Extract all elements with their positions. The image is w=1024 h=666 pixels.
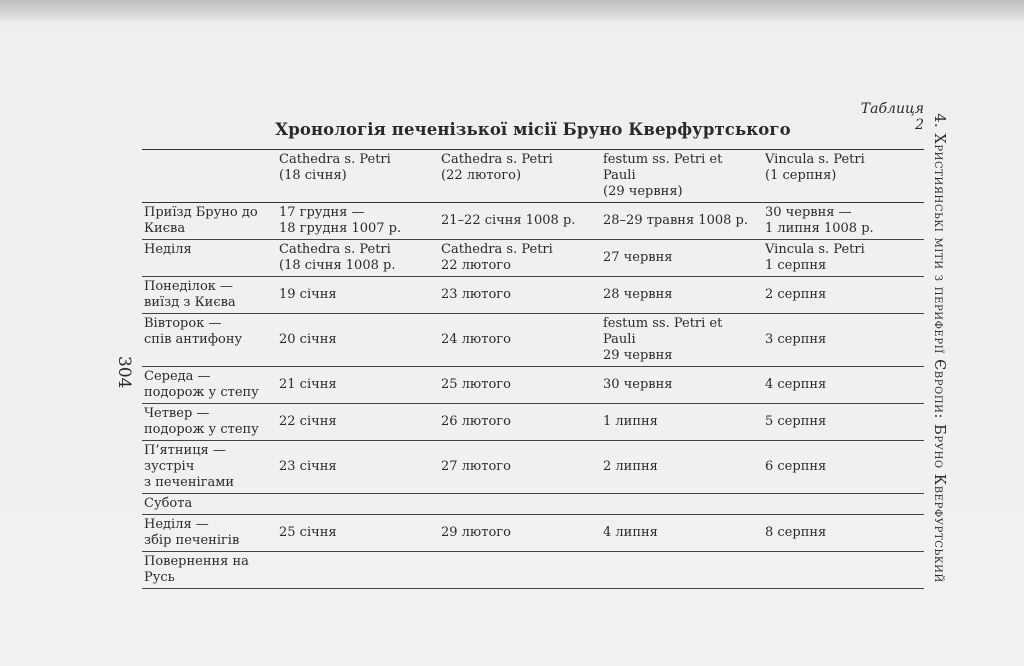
table-cell: [601, 367, 763, 404]
header-row: [142, 150, 924, 203]
table-cell: [763, 203, 924, 240]
row-label-line: Русь: [144, 570, 175, 585]
row-label: [142, 515, 277, 552]
column-header-line: (18 січня): [279, 168, 347, 183]
cell-line: Cathedra s. Petri: [441, 242, 553, 257]
table-cell: [601, 515, 763, 552]
table-row: [142, 441, 924, 494]
table-row: [142, 494, 924, 515]
cell-line: 1 липня 1008 р.: [765, 221, 874, 236]
table-row: [142, 203, 924, 240]
page-scan-shadow: [0, 0, 1024, 22]
column-header-line: (1 серпня): [765, 168, 837, 183]
cell-line: 25 лютого: [441, 377, 511, 392]
cell-line: 4 липня: [603, 525, 658, 540]
row-label: [142, 277, 277, 314]
cell-line: 1 липня: [603, 414, 658, 429]
column-header: [763, 150, 924, 203]
row-label-line: Неділя: [144, 242, 192, 257]
table-cell: [439, 277, 601, 314]
column-header-line: Cathedra s. Petri: [279, 152, 391, 167]
table-cell: [439, 441, 601, 494]
table-cell: [601, 203, 763, 240]
row-label-line: збір печенігів: [144, 533, 240, 548]
cell-line: 27 червня: [603, 250, 673, 265]
cell-line: 26 лютого: [441, 414, 511, 429]
table-cell: [439, 404, 601, 441]
table-cell: [439, 515, 601, 552]
table-cell: [601, 494, 763, 515]
table-cell: [763, 367, 924, 404]
cell-line: 29 лютого: [441, 525, 511, 540]
row-label: [142, 404, 277, 441]
cell-line: 20 січня: [279, 332, 337, 347]
table-cell: [763, 441, 924, 494]
cell-line: 2 серпня: [765, 287, 827, 302]
table-header: [142, 150, 924, 203]
column-header-line: (22 лютого): [441, 168, 522, 183]
column-header: [277, 150, 439, 203]
page-number: 304: [114, 356, 134, 389]
cell-line: 30 червня: [603, 377, 673, 392]
row-label: [142, 441, 277, 494]
row-label: [142, 494, 277, 515]
cell-line: 23 лютого: [441, 287, 511, 302]
row-label-line: Неділя —: [144, 517, 209, 532]
row-label: [142, 367, 277, 404]
cell-line: (18 січня 1008 р.: [279, 258, 396, 273]
table-cell: [439, 314, 601, 367]
table-body: [142, 203, 924, 589]
table-cell: [277, 367, 439, 404]
cell-line: 21 січня: [279, 377, 337, 392]
table-cell: [601, 240, 763, 277]
table-cell: [277, 441, 439, 494]
column-header-line: (29 червня): [603, 184, 683, 199]
row-label-line: Четвер —: [144, 406, 210, 421]
row-label: [142, 203, 277, 240]
cell-line: 5 серпня: [765, 414, 827, 429]
table-row: [142, 240, 924, 277]
row-label: [142, 552, 277, 589]
cell-line: 19 січня: [279, 287, 337, 302]
row-label-line: Повернення на: [144, 554, 249, 569]
row-label-line: П’ятниця — зустріч: [144, 443, 226, 474]
cell-line: 27 лютого: [441, 459, 511, 474]
table-cell: [763, 240, 924, 277]
table-cell: [763, 552, 924, 589]
column-header-line: Vincula s. Petri: [765, 152, 865, 167]
table-cell: [601, 404, 763, 441]
table-row: [142, 367, 924, 404]
table-cell: [763, 494, 924, 515]
table-row: [142, 552, 924, 589]
table-row: [142, 404, 924, 441]
table-cell: [601, 441, 763, 494]
cell-line: 2 липня: [603, 459, 658, 474]
row-label-line: Києва: [144, 221, 186, 236]
cell-line: 1 серпня: [765, 258, 827, 273]
table-cell: [439, 367, 601, 404]
cell-line: 28–29 травня 1008 р.: [603, 213, 748, 228]
table-cell: [277, 240, 439, 277]
cell-line: 22 січня: [279, 414, 337, 429]
cell-line: 28 червня: [603, 287, 673, 302]
column-header-line: festum ss. Petri et Pauli: [603, 152, 723, 183]
row-label-line: подорож у степу: [144, 422, 259, 437]
table-cell: [277, 277, 439, 314]
table-cell: [601, 552, 763, 589]
cell-line: Vincula s. Petri: [765, 242, 865, 257]
row-label: [142, 314, 277, 367]
table-row: [142, 515, 924, 552]
row-label-line: виїзд з Києва: [144, 295, 236, 310]
running-head: 4. Християнські міти з периферії Європи: Бруно Кверфуртський: [931, 113, 947, 583]
cell-line: 24 лютого: [441, 332, 511, 347]
table-cell: [439, 552, 601, 589]
row-label-line: з печенігами: [144, 475, 235, 490]
cell-line: 25 січня: [279, 525, 337, 540]
row-label-line: Середа —: [144, 369, 211, 384]
table-cell: [277, 404, 439, 441]
cell-line: 18 грудня 1007 р.: [279, 221, 402, 236]
table-number-label: Таблиця 2: [860, 101, 924, 133]
row-label-line: Субота: [144, 496, 193, 511]
cell-line: 23 січня: [279, 459, 337, 474]
table-cell: [277, 515, 439, 552]
cell-line: 17 грудня —: [279, 205, 365, 220]
column-header: [601, 150, 763, 203]
table-cell: [277, 552, 439, 589]
cell-line: 29 червня: [603, 348, 673, 363]
table-cell: [277, 314, 439, 367]
table-row: [142, 277, 924, 314]
table-cell: [439, 494, 601, 515]
column-header-line: Cathedra s. Petri: [441, 152, 553, 167]
cell-line: 8 серпня: [765, 525, 827, 540]
row-label-line: спів антифону: [144, 332, 243, 347]
cell-line: 30 червня —: [765, 205, 852, 220]
cell-line: 6 серпня: [765, 459, 827, 474]
table-cell: [277, 494, 439, 515]
row-label-line: подорож у степу: [144, 385, 259, 400]
table-title: Хронологія печенізької місії Бруно Кверфуртського: [275, 120, 791, 139]
row-label-line: Понеділок —: [144, 279, 234, 294]
table-cell: [763, 277, 924, 314]
cell-line: festum ss. Petri et Pauli: [603, 316, 723, 347]
table-cell: [763, 404, 924, 441]
cell-line: 21–22 січня 1008 р.: [441, 213, 576, 228]
table-cell: [439, 203, 601, 240]
table-cell: [601, 277, 763, 314]
chronology-table: [142, 149, 924, 589]
row-label: [142, 240, 277, 277]
cell-line: 22 лютого: [441, 258, 511, 273]
row-label-line: Вівторок —: [144, 316, 222, 331]
cell-line: 4 серпня: [765, 377, 827, 392]
row-label-line: Приїзд Бруно до: [144, 205, 258, 220]
column-header: [142, 150, 277, 203]
table-cell: [601, 314, 763, 367]
column-header: [439, 150, 601, 203]
table-cell: [763, 314, 924, 367]
cell-line: Cathedra s. Petri: [279, 242, 391, 257]
cell-line: 3 серпня: [765, 332, 827, 347]
table-cell: [277, 203, 439, 240]
table-row: [142, 314, 924, 367]
table-cell: [763, 515, 924, 552]
table-cell: [439, 240, 601, 277]
